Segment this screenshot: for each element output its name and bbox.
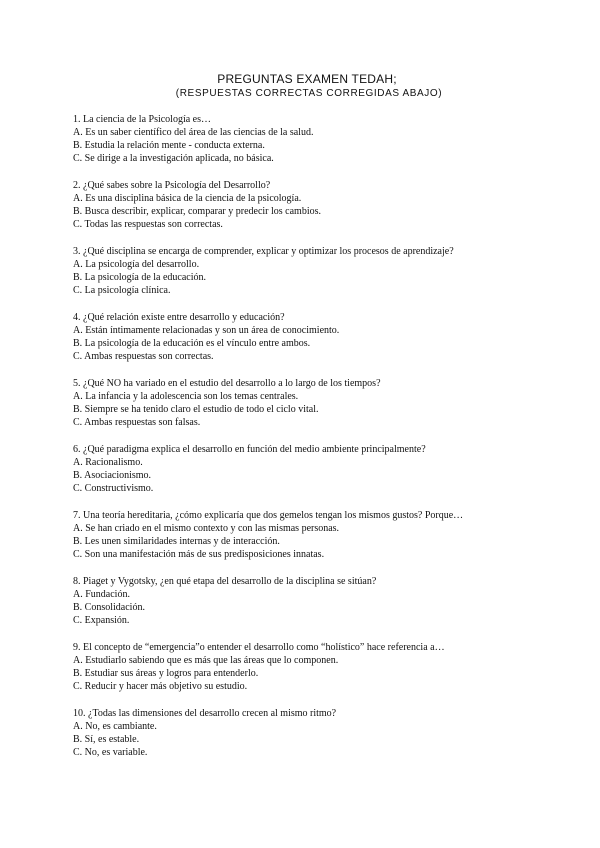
- option-a: A. La infancia y la adolescencia son los temas centrales.: [73, 391, 299, 402]
- option-a: A. Es un saber científico del área de las ciencias de la salud.: [73, 127, 314, 138]
- document-subtitle: (RESPUESTAS CORRECTAS CORREGIDAS ABAJO): [175, 88, 443, 99]
- question-4: [73, 311, 573, 363]
- option-b: B. Les unen similaridades internas y de interacción.: [73, 536, 280, 547]
- option-c: C. Ambas respuestas son correctas.: [73, 351, 214, 362]
- question-text: 7. Una teoría hereditaria, ¿cómo explicaría que dos gemelos tengan los mismos gustos? Porque…: [73, 510, 464, 521]
- option-c: C. La psicología clínica.: [73, 285, 171, 296]
- question-8: [73, 575, 573, 627]
- option-c: C. Todas las respuestas son correctas.: [73, 219, 223, 230]
- option-a: A. Están íntimamente relacionadas y son un área de conocimiento.: [73, 325, 340, 336]
- option-b: B. Siempre se ha tenido claro el estudio de todo el ciclo vital.: [73, 404, 319, 415]
- option-b: B. Estudiar sus áreas y logros para entenderlo.: [73, 668, 259, 679]
- option-b: B. La psicología de la educación.: [73, 272, 207, 283]
- document-header: [0, 71, 600, 101]
- question-9: [73, 641, 573, 693]
- question-7: [73, 509, 573, 561]
- question-text: 3. ¿Qué disciplina se encarga de comprender, explicar y optimizar los procesos de aprendizaje?: [73, 246, 454, 257]
- option-c: C. Expansión.: [73, 615, 130, 626]
- option-c: C. Reducir y hacer más objetivo su estudio.: [73, 681, 248, 692]
- question-text: 4. ¿Qué relación existe entre desarrollo y educación?: [73, 312, 285, 323]
- option-a: A. Fundación.: [73, 589, 130, 600]
- option-c: C. No, es variable.: [73, 747, 148, 758]
- question-text: 2. ¿Qué sabes sobre la Psicología del Desarrollo?: [73, 180, 271, 191]
- option-b: B. Busca describir, explicar, comparar y predecir los cambios.: [73, 206, 321, 217]
- question-10: [73, 707, 573, 759]
- option-c: C. Se dirige a la investigación aplicada, no básica.: [73, 153, 274, 164]
- question-1: [73, 113, 573, 165]
- option-c: C. Ambas respuestas son falsas.: [73, 417, 201, 428]
- question-text: 8. Piaget y Vygotsky, ¿en qué etapa del desarrollo de la disciplina se sitúan?: [73, 576, 377, 587]
- option-b: B. La psicología de la educación es el vínculo entre ambos.: [73, 338, 311, 349]
- option-c: C. Constructivismo.: [73, 483, 154, 494]
- option-a: A. Racionalismo.: [73, 457, 143, 468]
- option-b: B. Estudia la relación mente - conducta externa.: [73, 140, 265, 151]
- question-text: 6. ¿Qué paradigma explica el desarrollo en función del medio ambiente principalmente?: [73, 444, 426, 455]
- option-a: A. Estudiarlo sabiendo que es más que las áreas que lo componen.: [73, 655, 339, 666]
- question-text: 10. ¿Todas las dimensiones del desarrollo crecen al mismo ritmo?: [73, 708, 337, 719]
- question-text: 9. El concepto de “emergencia”o entender el desarrollo como “holístico” hace referencia a…: [73, 642, 445, 653]
- question-3: [73, 245, 573, 297]
- question-text: 1. La ciencia de la Psicología es…: [73, 114, 212, 125]
- question-5: [73, 377, 573, 429]
- question-list: [73, 113, 573, 773]
- option-b: B. Consolidación.: [73, 602, 145, 613]
- option-a: A. La psicología del desarrollo.: [73, 259, 200, 270]
- option-a: A. Es una disciplina básica de la ciencia de la psicología.: [73, 193, 302, 204]
- option-a: A. No, es cambiante.: [73, 721, 157, 732]
- option-c: C. Son una manifestación más de sus predisposiciones innatas.: [73, 549, 325, 560]
- document-title: PREGUNTAS EXAMEN TEDAH;: [217, 72, 397, 86]
- option-b: B. Sí, es estable.: [73, 734, 140, 745]
- question-6: [73, 443, 573, 495]
- question-text: 5. ¿Qué NO ha variado en el estudio del desarrollo a lo largo de los tiempos?: [73, 378, 381, 389]
- question-2: [73, 179, 573, 231]
- option-b: B. Asociacionismo.: [73, 470, 152, 481]
- option-a: A. Se han criado en el mismo contexto y con las mismas personas.: [73, 523, 340, 534]
